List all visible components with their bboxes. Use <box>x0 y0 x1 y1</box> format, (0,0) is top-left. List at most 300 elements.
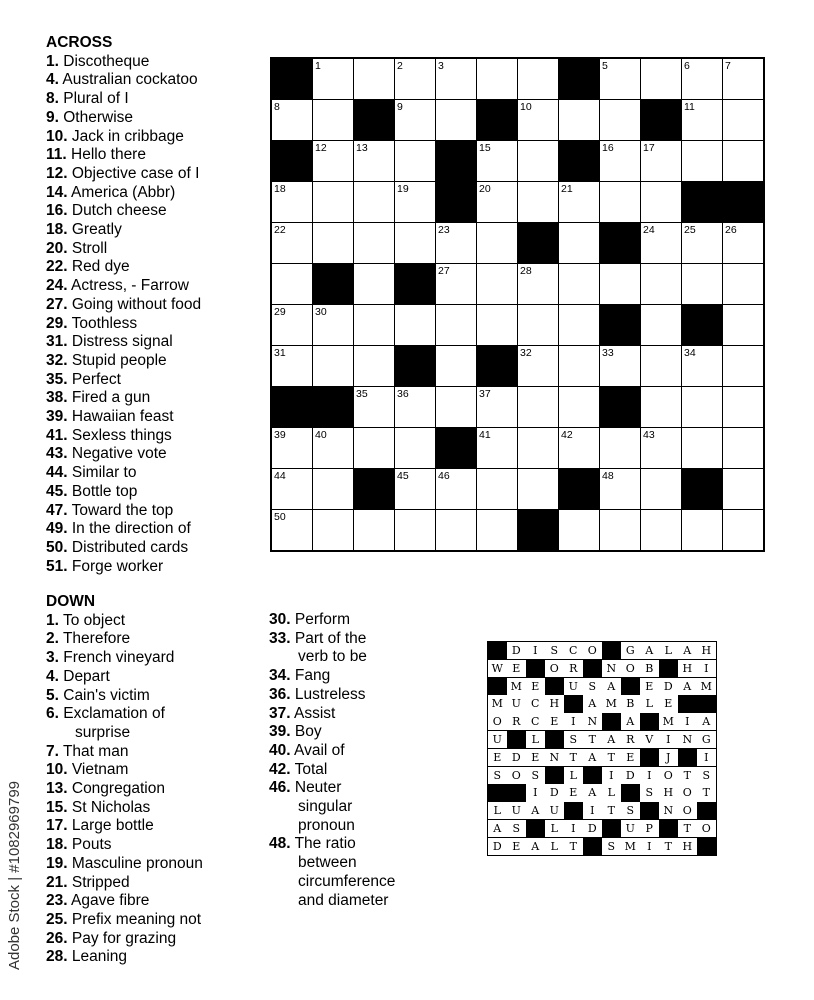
grid-cell[interactable] <box>600 469 640 509</box>
cell-number: 27 <box>438 265 450 277</box>
clue-item <box>46 612 268 631</box>
solution-cell: M <box>488 695 507 712</box>
grid-cell[interactable] <box>272 223 312 263</box>
grid-cell[interactable] <box>477 305 517 345</box>
clue-text: Greatly <box>67 221 122 239</box>
grid-cell[interactable] <box>436 469 476 509</box>
cell-number: 21 <box>561 183 573 195</box>
grid-cell[interactable] <box>641 59 681 99</box>
clue-number: 31. <box>46 333 68 351</box>
solution-cell: D <box>621 767 640 784</box>
grid-cell[interactable] <box>436 264 476 304</box>
solution-cell: E <box>526 749 545 766</box>
solution-cell: S <box>526 767 545 784</box>
clue-number: 25. <box>46 910 68 928</box>
cell-number: 25 <box>684 224 696 236</box>
grid-cell[interactable] <box>354 428 394 468</box>
grid-cell[interactable] <box>559 182 599 222</box>
clue-item <box>46 427 268 446</box>
grid-cell[interactable] <box>600 346 640 386</box>
clue-text: Hello there <box>66 146 146 164</box>
clue-text: Red dye <box>67 258 130 276</box>
clue-text: Jack in cribbage <box>67 127 184 145</box>
grid-cell[interactable] <box>436 100 476 140</box>
grid-black-cell <box>313 387 353 427</box>
clue-item <box>46 836 268 855</box>
solution-cell: A <box>602 678 621 695</box>
clue-item <box>46 520 268 539</box>
solution-cell: A <box>583 749 602 766</box>
grid-cell[interactable] <box>600 59 640 99</box>
grid-cell[interactable] <box>313 182 353 222</box>
grid-cell[interactable] <box>682 387 722 427</box>
grid-cell[interactable] <box>313 223 353 263</box>
grid-cell[interactable] <box>559 428 599 468</box>
grid-cell[interactable] <box>395 510 435 550</box>
grid-cell[interactable] <box>641 182 681 222</box>
cell-number: 26 <box>725 224 737 236</box>
solution-black-cell <box>659 660 678 677</box>
grid-cell[interactable] <box>723 428 763 468</box>
clue-item <box>46 630 268 649</box>
grid-cell[interactable] <box>313 469 353 509</box>
cell-number: 1 <box>315 60 321 72</box>
solution-cell: N <box>659 802 678 819</box>
grid-black-cell <box>272 59 312 99</box>
grid-black-cell <box>272 387 312 427</box>
grid-cell[interactable] <box>723 141 763 181</box>
clue-item <box>46 445 268 464</box>
cell-number: 43 <box>643 429 655 441</box>
clue-number: 32. <box>46 351 68 369</box>
solution-black-cell <box>659 820 678 837</box>
solution-cell: S <box>488 767 507 784</box>
cell-number: 5 <box>602 60 608 72</box>
clue-text: Avail of <box>290 741 345 759</box>
clue-text: Hawaiian feast <box>67 408 174 426</box>
solution-black-cell <box>678 749 697 766</box>
grid-cell[interactable] <box>682 346 722 386</box>
cell-number: 17 <box>643 142 655 154</box>
solution-cell: S <box>697 767 716 784</box>
grid-cell[interactable] <box>313 428 353 468</box>
solution-cell: B <box>621 695 640 712</box>
clue-item <box>269 686 419 705</box>
clue-text: Part of the <box>290 629 367 647</box>
grid-cell[interactable] <box>477 59 517 99</box>
solution-black-cell <box>602 642 621 659</box>
clue-item <box>269 761 419 780</box>
grid-cell[interactable] <box>272 305 312 345</box>
grid-cell[interactable] <box>436 223 476 263</box>
clue-text: Therefore <box>58 630 131 648</box>
solution-cell: A <box>583 695 602 712</box>
grid-cell[interactable] <box>682 59 722 99</box>
clue-number: 14. <box>46 183 68 201</box>
grid-cell[interactable] <box>395 141 435 181</box>
grid-cell[interactable] <box>641 428 681 468</box>
clue-number: 39. <box>46 408 68 426</box>
solution-cell: T <box>564 838 583 855</box>
grid-cell[interactable] <box>395 428 435 468</box>
grid-cell[interactable] <box>723 346 763 386</box>
clue-number: 7. <box>46 742 59 760</box>
clue-number: 2. <box>46 630 59 648</box>
clue-number: 35. <box>46 370 68 388</box>
grid-cell[interactable] <box>518 141 558 181</box>
solution-black-cell <box>697 802 716 819</box>
clue-item <box>46 855 268 874</box>
clue-number: 11. <box>46 146 67 164</box>
solution-cell: I <box>640 767 659 784</box>
clue-number: 13. <box>46 780 68 798</box>
grid-cell[interactable] <box>518 346 558 386</box>
grid-cell[interactable] <box>477 223 517 263</box>
grid-cell[interactable] <box>354 510 394 550</box>
down-clue-list-2 <box>269 611 419 910</box>
clue-text: Stripped <box>67 873 130 891</box>
grid-cell[interactable] <box>313 141 353 181</box>
grid-cell[interactable] <box>600 510 640 550</box>
solution-cell: O <box>488 713 507 730</box>
grid-black-cell <box>600 305 640 345</box>
clue-number: 9. <box>46 108 59 126</box>
cell-number: 42 <box>561 429 573 441</box>
grid-cell[interactable] <box>723 100 763 140</box>
grid-cell[interactable] <box>518 469 558 509</box>
clue-number: 15. <box>46 798 68 816</box>
clue-number: 10. <box>46 127 68 145</box>
clue-text: Dutch cheese <box>67 202 167 220</box>
grid-cell[interactable] <box>436 387 476 427</box>
cell-number: 22 <box>274 224 286 236</box>
grid-cell[interactable] <box>272 182 312 222</box>
clue-text: Fired a gun <box>67 389 151 407</box>
solution-cell: T <box>602 802 621 819</box>
grid-cell[interactable] <box>477 510 517 550</box>
grid-cell[interactable] <box>395 100 435 140</box>
solution-cell: S <box>602 838 621 855</box>
clue-item <box>46 911 268 930</box>
solution-cell: L <box>659 642 678 659</box>
solution-cell: A <box>583 784 602 801</box>
clue-number: 51. <box>46 557 68 575</box>
grid-cell[interactable] <box>395 469 435 509</box>
clue-number: 20. <box>46 239 68 257</box>
grid-cell[interactable] <box>641 510 681 550</box>
grid-cell[interactable] <box>272 510 312 550</box>
grid-cell[interactable] <box>559 510 599 550</box>
grid-cell[interactable] <box>600 428 640 468</box>
solution-cell: U <box>507 695 526 712</box>
grid-cell[interactable] <box>518 59 558 99</box>
grid-cell[interactable] <box>723 223 763 263</box>
grid-cell[interactable] <box>682 141 722 181</box>
clue-item <box>46 539 268 558</box>
solution-cell: E <box>659 695 678 712</box>
grid-cell[interactable] <box>682 428 722 468</box>
solution-black-cell <box>583 838 602 855</box>
clue-number: 27. <box>46 295 68 313</box>
cell-number: 15 <box>479 142 491 154</box>
clue-number: 5. <box>46 686 59 704</box>
solution-black-cell <box>545 731 564 748</box>
grid-cell[interactable] <box>518 182 558 222</box>
solution-black-cell <box>526 820 545 837</box>
clue-item <box>46 649 268 668</box>
grid-cell[interactable] <box>600 141 640 181</box>
solution-cell: I <box>564 820 583 837</box>
clue-number: 47. <box>46 501 68 519</box>
solution-black-cell <box>640 749 659 766</box>
clue-item <box>269 723 419 742</box>
clue-item <box>269 667 419 686</box>
cell-number: 45 <box>397 470 409 482</box>
clue-text: To object <box>58 611 126 629</box>
grid-cell[interactable] <box>354 141 394 181</box>
grid-cell[interactable] <box>395 182 435 222</box>
clue-item <box>46 668 268 687</box>
clue-number: 34. <box>269 667 291 685</box>
across-clue-list <box>46 53 268 577</box>
solution-cell: A <box>621 713 640 730</box>
grid-cell[interactable] <box>354 59 394 99</box>
clue-number: 41. <box>46 426 68 444</box>
cell-number: 7 <box>725 60 731 72</box>
crossword-grid <box>270 57 765 552</box>
grid-cell[interactable] <box>477 469 517 509</box>
clue-item <box>46 371 268 390</box>
solution-black-cell <box>602 713 621 730</box>
solution-cell: B <box>640 660 659 677</box>
grid-cell[interactable] <box>723 510 763 550</box>
clue-text-continued: pronoun <box>298 816 355 834</box>
grid-cell[interactable] <box>641 264 681 304</box>
solution-black-cell <box>507 731 526 748</box>
clue-item <box>46 184 268 203</box>
solution-grid <box>487 641 717 856</box>
grid-cell[interactable] <box>395 223 435 263</box>
cell-number: 35 <box>356 388 368 400</box>
grid-cell[interactable] <box>641 346 681 386</box>
grid-cell[interactable] <box>641 387 681 427</box>
solution-cell: U <box>488 731 507 748</box>
clue-text: Lustreless <box>290 685 366 703</box>
grid-cell[interactable] <box>682 264 722 304</box>
cell-number: 29 <box>274 306 286 318</box>
clue-item <box>46 687 268 706</box>
solution-cell: O <box>697 820 716 837</box>
clue-number: 36. <box>269 685 291 703</box>
clue-text: America (Abbr) <box>67 183 176 201</box>
solution-cell: I <box>564 713 583 730</box>
solution-cell: O <box>583 642 602 659</box>
clue-text: Pay for grazing <box>67 929 177 947</box>
clue-text: Going without food <box>67 295 202 313</box>
clue-item <box>46 892 268 911</box>
grid-cell[interactable] <box>313 510 353 550</box>
grid-cell[interactable] <box>272 100 312 140</box>
clue-item <box>46 90 268 109</box>
solution-black-cell <box>564 695 583 712</box>
solution-cell: D <box>659 678 678 695</box>
clue-number: 16. <box>46 202 68 220</box>
clue-item <box>46 202 268 221</box>
grid-cell[interactable] <box>272 469 312 509</box>
clue-number: 8. <box>46 90 59 108</box>
grid-cell[interactable] <box>436 59 476 99</box>
solution-cell: E <box>507 838 526 855</box>
grid-cell[interactable] <box>559 346 599 386</box>
solution-cell: C <box>564 642 583 659</box>
grid-cell[interactable] <box>559 305 599 345</box>
grid-cell[interactable] <box>559 100 599 140</box>
grid-cell[interactable] <box>272 264 312 304</box>
grid-cell[interactable] <box>723 264 763 304</box>
grid-cell[interactable] <box>272 428 312 468</box>
clue-number: 17. <box>46 817 68 835</box>
clue-item <box>46 705 268 742</box>
solution-cell: S <box>583 678 602 695</box>
cell-number: 40 <box>315 429 327 441</box>
grid-cell[interactable] <box>436 305 476 345</box>
grid-cell[interactable] <box>600 182 640 222</box>
cell-number: 8 <box>274 101 280 113</box>
grid-cell[interactable] <box>559 264 599 304</box>
clue-item <box>46 352 268 371</box>
grid-cell[interactable] <box>395 59 435 99</box>
solution-black-cell <box>583 660 602 677</box>
grid-cell[interactable] <box>600 100 640 140</box>
grid-cell[interactable] <box>354 387 394 427</box>
grid-cell[interactable] <box>682 100 722 140</box>
clue-item <box>269 835 419 910</box>
clue-number: 50. <box>46 538 68 556</box>
grid-cell[interactable] <box>518 305 558 345</box>
grid-cell[interactable] <box>477 264 517 304</box>
clue-text: Sexless things <box>67 426 172 444</box>
clue-item <box>46 296 268 315</box>
clue-number: 3. <box>46 649 59 667</box>
clue-text: St Nicholas <box>67 798 151 816</box>
grid-cell[interactable] <box>354 182 394 222</box>
solution-cell: A <box>678 642 697 659</box>
grid-black-cell <box>559 141 599 181</box>
grid-cell[interactable] <box>518 387 558 427</box>
grid-cell[interactable] <box>354 223 394 263</box>
solution-cell: N <box>678 731 697 748</box>
grid-black-cell <box>354 100 394 140</box>
grid-cell[interactable] <box>518 428 558 468</box>
grid-black-cell <box>559 59 599 99</box>
grid-cell[interactable] <box>436 510 476 550</box>
clue-item <box>46 743 268 762</box>
clue-number: 18. <box>46 221 68 239</box>
clue-text: Bottle top <box>67 482 138 500</box>
cell-number: 11 <box>684 101 695 113</box>
solution-cell: H <box>659 784 678 801</box>
grid-cell[interactable] <box>723 59 763 99</box>
grid-cell[interactable] <box>313 305 353 345</box>
clue-item <box>46 817 268 836</box>
clue-text: Leaning <box>67 948 128 966</box>
grid-cell[interactable] <box>395 387 435 427</box>
grid-cell[interactable] <box>723 469 763 509</box>
solution-cell: O <box>678 784 697 801</box>
clue-text: That man <box>58 742 129 760</box>
grid-cell[interactable] <box>559 223 599 263</box>
grid-cell[interactable] <box>477 182 517 222</box>
solution-cell: O <box>545 660 564 677</box>
clue-item <box>46 128 268 147</box>
cell-number: 37 <box>479 388 491 400</box>
clue-text-continued: circumference <box>298 872 396 890</box>
clue-text: Distributed cards <box>67 538 189 556</box>
solution-cell: S <box>507 820 526 837</box>
grid-cell[interactable] <box>354 346 394 386</box>
grid-cell[interactable] <box>723 387 763 427</box>
grid-cell[interactable] <box>477 428 517 468</box>
grid-cell[interactable] <box>436 346 476 386</box>
grid-cell[interactable] <box>477 141 517 181</box>
solution-cell: W <box>488 660 507 677</box>
grid-cell[interactable] <box>682 223 722 263</box>
grid-cell[interactable] <box>518 100 558 140</box>
stock-watermark <box>2 755 28 995</box>
solution-cell: S <box>545 642 564 659</box>
grid-cell[interactable] <box>641 469 681 509</box>
solution-cell: S <box>621 802 640 819</box>
grid-cell[interactable] <box>682 510 722 550</box>
solution-cell: M <box>621 838 640 855</box>
grid-black-cell <box>682 182 722 222</box>
grid-cell[interactable] <box>354 264 394 304</box>
grid-cell[interactable] <box>641 305 681 345</box>
cell-number: 36 <box>397 388 409 400</box>
grid-cell[interactable] <box>272 346 312 386</box>
grid-cell[interactable] <box>313 59 353 99</box>
grid-cell[interactable] <box>641 223 681 263</box>
grid-cell[interactable] <box>313 100 353 140</box>
grid-black-cell <box>477 346 517 386</box>
grid-cell[interactable] <box>600 264 640 304</box>
grid-cell[interactable] <box>395 305 435 345</box>
solution-cell: A <box>697 713 716 730</box>
clue-item <box>269 705 419 724</box>
solution-cell: J <box>659 749 678 766</box>
grid-black-cell <box>354 469 394 509</box>
grid-black-cell <box>723 182 763 222</box>
solution-cell: I <box>640 838 659 855</box>
clue-item <box>46 240 268 259</box>
solution-black-cell <box>621 678 640 695</box>
grid-cell[interactable] <box>477 387 517 427</box>
solution-cell: I <box>697 660 716 677</box>
grid-cell[interactable] <box>518 264 558 304</box>
grid-cell[interactable] <box>559 387 599 427</box>
clue-number: 44. <box>46 464 68 482</box>
grid-cell[interactable] <box>313 346 353 386</box>
clue-item <box>46 483 268 502</box>
grid-cell[interactable] <box>354 305 394 345</box>
solution-cell: T <box>678 820 697 837</box>
solution-black-cell <box>488 678 507 695</box>
solution-cell: U <box>564 678 583 695</box>
clue-item <box>46 165 268 184</box>
clue-number: 30. <box>269 611 291 628</box>
grid-cell[interactable] <box>641 141 681 181</box>
grid-cell[interactable] <box>723 305 763 345</box>
